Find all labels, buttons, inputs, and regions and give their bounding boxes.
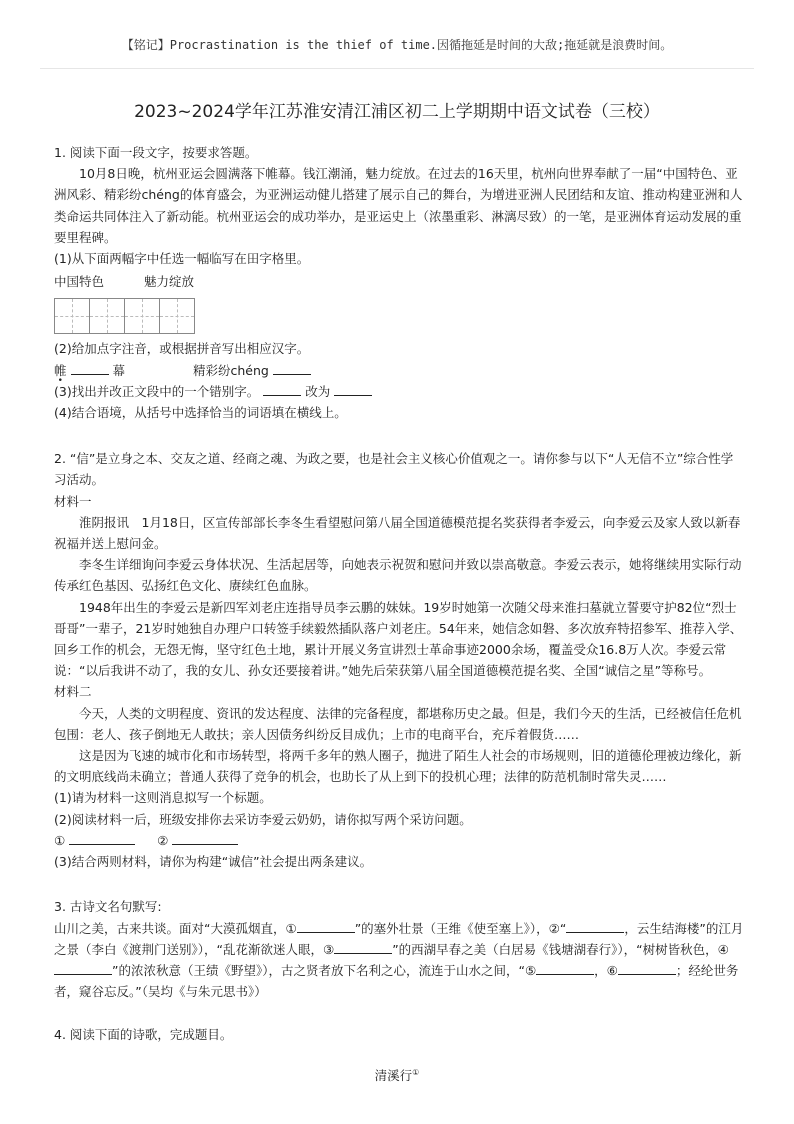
motto-header: 【铭记】Procrastination is the thief of time.因循拖延是时间的大敌;拖延就是浪费时间。 <box>121 38 673 52</box>
q2-sub1: (1)请为材料一这则消息拟写一个标题。 <box>54 790 272 806</box>
q1-pinyin-a-char: 帷 <box>54 362 67 378</box>
q2-m1-para3: 1948年出生的李爱云是新四军刘老庄连指导员李云鹏的妹妹。19岁时她第一次随父母来淮扫墓就立誓要守护82位“烈士哥哥”一辈子，21岁时她独自办理户口转签手续毅然插队落户刘老庄。54年来，她信念如磐、多次放弃特招参军、推荐入学、回乡工作的机会，无怨无悔，坚守红色土地，累计开展义务宣讲烈士革命事迹2000余场，覆盖受众16.8万人次。李爱云常说：“以后我讲不动了，我的女儿、孙女还要接着讲。”她先后荣获第八届全国道德模范提名奖、全国“诚信之星”等称号。 <box>54 599 743 679</box>
q3-text-2: ”的塞外壮景（王维《使至塞上》），②“ <box>354 920 567 936</box>
q3-text-1: 山川之美，古来共谈。面对“大漠孤烟直，① <box>54 920 297 936</box>
q1-pinyin-a-post: 幕 <box>112 362 125 378</box>
q3-text-3: ，云生结海楼”的江月之景（李白《渡荆门送别》），“乱花渐欲迷人眼，③ <box>54 920 744 957</box>
q3-blank-4[interactable] <box>54 962 112 975</box>
q2-m1-para1: 淮阴报讯 1月18日，区宣传部部长李冬生看望慰问第八届全国道德模范提名奖获得者李爱云，向李爱云及家人致以新春祝福并送上慰问金。 <box>54 514 741 552</box>
q1-pinyin-b-label: 精彩纷chéng <box>192 362 269 378</box>
q2-m2-para2: 这是因为飞速的城市化和市场转型，将两千多年的熟人圈子，抛进了陌生人社会的市场规则，旧的道德伦理被边缘化，新的文明底线尚未确立；普通人获得了竞争的机会，也助长了从上到下的投机心理；法律的防范机制时常失灵…… <box>54 748 742 785</box>
q2-answer-b-blank[interactable] <box>172 832 238 845</box>
q3-blank-1[interactable] <box>297 920 355 933</box>
q4-stem: 4. 阅读下面的诗歌，完成题目。 <box>54 1027 233 1043</box>
q2-stem: 2. “信”是立身之本、交友之道、经商之魂、为政之要，也是社会主义核心价值观之一。请你参与以下“人无信不立”综合性学习活动。 <box>54 451 734 488</box>
q1-sub3-mid: 改为 <box>305 383 331 399</box>
q2-sub3: (3)结合两则材料，请你为构建“诚信”社会提出两条建议。 <box>54 854 373 870</box>
q3-stem: 3. 古诗文名句默写: <box>54 899 162 915</box>
q2-material2-label: 材料二 <box>54 684 92 700</box>
q1-pinyin-a-blank[interactable] <box>71 362 109 375</box>
tianzige-cell[interactable] <box>159 298 195 334</box>
tianzige-grid[interactable] <box>54 298 744 334</box>
tianzige-cell[interactable] <box>89 298 125 334</box>
poem-title <box>0 1066 794 1084</box>
tianzige-cell[interactable] <box>54 298 90 334</box>
poem-title-text: 清溪行 <box>374 1068 413 1083</box>
q3-blank-2[interactable] <box>566 920 624 933</box>
tianzige-cell[interactable] <box>124 298 160 334</box>
q3-text-6: ，⑥ <box>594 962 618 978</box>
q1-stem: 1. 阅读下面一段文字，按要求答题。 <box>54 145 258 160</box>
q3-text <box>54 918 744 1003</box>
q3-blank-6[interactable] <box>618 962 676 975</box>
page-title: 2023~2024学年江苏淮安清江浦区初二上学期期中语文试卷（三校） <box>134 102 660 122</box>
q1-option-1: 中国特色 <box>54 274 105 290</box>
q3-blank-3[interactable] <box>334 941 392 954</box>
q2-sub2: (2)阅读材料一后，班级安排你去采访李爱云奶奶，请你拟写两个采访问题。 <box>54 811 472 827</box>
q2-answer-b-label: ② <box>157 832 169 848</box>
q1-sub2: (2)给加点字注音，或根据拼音写出相应汉字。 <box>54 341 310 357</box>
q1-fix-blank[interactable] <box>334 383 372 396</box>
q3-blank-5[interactable] <box>536 962 594 975</box>
q3-text-5: ”的浓浓秋意（王绩《野望》），古之贤者放下名利之心，流连于山水之间，“⑤ <box>112 962 537 978</box>
q3-text-7: ；经纶世务者，窥谷忘反。”（吴均《与朱元思书》） <box>54 962 739 1000</box>
q1-option-2: 魅力绽放 <box>144 274 195 290</box>
q1-sub3-text: (3)找出并改正文段中的一个错别字。 <box>54 383 260 399</box>
q1-pinyin-line <box>54 360 744 381</box>
q2-answer-a-label: ① <box>54 832 66 848</box>
q1-pinyin-b-blank[interactable] <box>273 362 311 375</box>
q2-material1-label: 材料一 <box>54 493 92 509</box>
q2-answer-a-blank[interactable] <box>69 832 135 845</box>
q1-sub1: (1)从下面两幅字中任选一幅临写在田字格里。 <box>54 251 310 267</box>
header-divider <box>40 68 754 69</box>
q1-sub4: (4)结合语境，从括号中选择恰当的词语填在横线上。 <box>54 405 347 421</box>
q1-passage: 10月8日晚，杭州亚运会圆满落下帷幕。钱江潮涌，魅力绽放。在过去的16天里，杭州向世界奉献了一届“中国特色、亚洲风彩、精彩纷chéng的体育盛会，为亚洲运动健儿搭建了展示自己的舞台，为增进亚洲人民团结和友谊、推动构建亚洲和人类命运共同体注入了新动能。杭州亚运会的成功举办，是亚运史上（浓墨重彩、淋漓尽致）的一笔，是亚洲体育运动发展的重要里程碑。 <box>54 166 743 245</box>
q2-m1-para2: 李冬生详细询问李爱云身体状况、生活起居等，向她表示祝贺和慰问并致以崇高敬意。李爱云表示，她将继续用实际行动传承红色基因、弘扬红色文化、赓续红色血脉。 <box>54 557 742 594</box>
q1-typo-blank[interactable] <box>263 383 301 396</box>
poem-footnote-mark: ① <box>412 1067 420 1077</box>
q2-m2-para1: 今天，人类的文明程度、资讯的发达程度、法律的完备程度，都堪称历史之最。但是，我们今天的生活，已经被信任危机包围：老人、孩子倒地无人敢扶；亲人因债务纠纷反目成仇；上市的电商平台，充斥着假货…… <box>54 705 742 742</box>
q2-answer-line <box>54 830 744 851</box>
q1-options <box>54 271 744 292</box>
q1-sub3 <box>54 381 744 402</box>
q3-text-4: ”的西湖早春之美（白居易《钱塘湖春行》），“树树皆秋色，④ <box>392 941 729 957</box>
exam-body <box>54 142 744 1046</box>
